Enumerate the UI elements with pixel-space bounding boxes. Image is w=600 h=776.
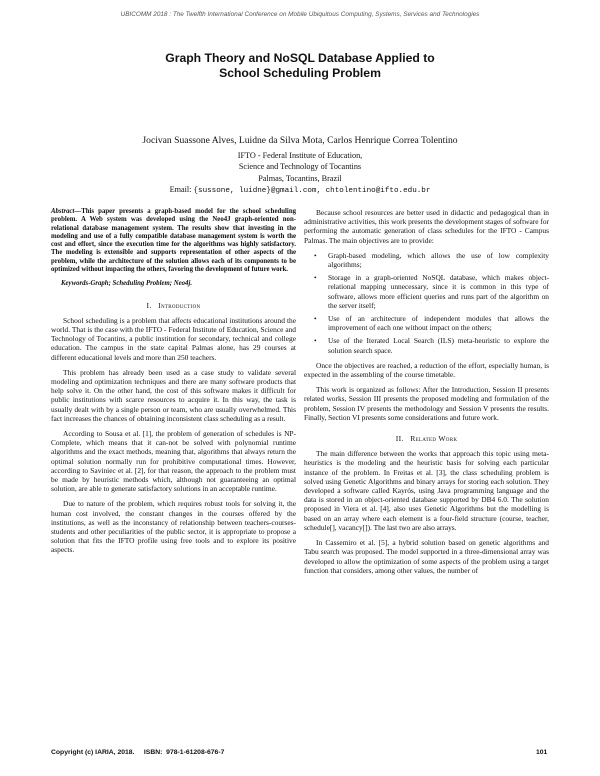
section-number: I. [146,300,152,310]
left-column [51,208,296,561]
intro-paragraph: Once the objectives are reached, a reduction of the effort, especially human, is expected in the assembling of the course timetable. [304,360,549,380]
page-number: 101 [536,749,548,756]
affiliation-line: Palmas, Tocantins, Brazil [258,173,342,183]
section-title: Introduction [158,300,201,310]
copyright-footer: Copyright (c) IARIA, 2018. ISBN: 978-1-61208-676-7 [51,749,225,756]
authors: Jocivan Suassone Alves, Luidne da Silva Mota, Carlos Henrique Correa Tolentino [142,135,458,146]
intro-paragraph: Due to nature of the problem, which requires robust tools for solving it, the human cost involved, the constant changes in the courses offered by the institutions, as well as the inconstancy of relationship between teachers-courses-students and other peculiarities of the public sector, it is appropriate to propose a solution that fits the IFTO profile using free tools and to explore its positive aspects. [51,499,296,555]
title-line: School Scheduling Problem [219,66,381,80]
objective-text: Use of an architecture of independent modules that allows the improvement of each one without impact on the others; [328,314,549,333]
list-item [304,251,549,269]
intro-paragraph: According to Sousa et al. [1], the problem of generation of schedules is NP-Complete, which means that it can-not be solved with polynomial runtime algorithms and the exact methods, meaning that, algorithms that always return the optimal solution normally run for prohibitive computational times. However, according to Saviniec et al. [2], for that reason, the approach to the problem must be made by heuristic methods which, although not guaranteeing an optimal solution, are able to generate satisfactory solutions in an acceptable runtime. [51,429,296,494]
bullet-icon: • [314,336,317,346]
section-title: Related Work [410,434,458,444]
keywords: Keywords-Graph; Scheduling Problem; Neo4j. [61,280,193,288]
intro-paragraph: This problem has already been used as a case study to validate several modeling and optimization techniques and there are many software products that help solve it. On the other hand, the cost of this software makes it difficult for public institutions with scarce resources to acquire it. In this way, the task is usually dealt with by a single person or team, who are usually overwhelmed. This fact increases the chances of obtaining inconsistent class scheduling as a result. [51,367,296,423]
bullet-icon: • [314,314,317,324]
email-line [0,184,600,197]
related-paragraph: In Cassemiro et al. [5], a hybrid solution based on genetic algorithms and Tabu search was proposed. The model supported in a three-dimensional array was developed to allow the optimization of some aspects of the problem using a target function that considers, among other values, the number of [304,538,549,575]
affiliation [0,150,600,198]
bullet-icon: • [314,250,317,260]
intro-paragraph: This work is organized as follows: After the Introduction, Session II presents related works, Session III presents the proposed modeling and formulation of the problem, Session IV presents the methodology and Session V presents the results. Finally, Section VI presents some considerations and future work. [304,385,549,422]
email-label: Email: [169,185,192,195]
objective-text: Storage in a graph-oriented NoSQL database, which makes object-relational mapping unnecessary, since it is common in this type of software, allows more efficient queries and runs part of the algorithm on the server itself; [328,273,549,310]
abstract-text: —This paper presents a graph-based model for the school scheduling problem. A Web system was developed using the Neo4J graph-oriented non-relational database management system. The results show that investing in the modeling and use of a fully compatible database management system is worth the cost and effort, since the execution time for the algorithms was highly satisfactory. The modeling is extensible and supports representation of other aspects of the problem, while the architecture of the solution allows each of its components to be optimized without impacting the others, favoring the development of future work. [51,208,296,274]
intro-paragraph: Because school resources are better used in didactic and pedagogical than in administrative activities, this work presents the development stages of software for performing the automatic generation of class schedules for the IFTO - Campus Palmas. The main objectives are to provide: [304,208,549,245]
bullet-icon: • [314,273,317,283]
abstract-label: Abstract [51,208,75,215]
intro-paragraph: School scheduling is a problem that affects educational institutions around the world. That is the case with the IFTO - Federal Institute of Education, Science and Technology of Tocantins, a public institution for secondary, technical and college education. The campus in the state capital Palmas alone, has 29 courses at different educational levels and more than 250 teachers. [51,315,296,362]
list-item [304,336,549,354]
email-addresses: {sussone, luidne}@gmail.com, chtolentino@ifto.edu.br [193,187,431,196]
objectives-list [304,251,549,355]
section-number: II. [395,434,404,444]
objective-text: Use of the Iterated Local Search (ILS) meta-heuristic to explore the solution search space. [328,336,549,355]
section-heading-related-work [304,434,549,443]
right-column [304,208,549,581]
list-item [304,273,549,310]
abstract [51,208,296,274]
affiliation-line: Science and Technology of Tocantins [238,162,362,172]
affiliation-line: IFTO - Federal Institute of Education, [237,151,363,160]
paper-title [0,51,600,81]
related-paragraph: The main difference between the works that approach this topic using meta-heuristics is the modeling and the heuristic basis for solving each particular instance of the problem. In Freitas et al. [3], the class scheduling problem is solved using Genetic Algorithms and binary arrays for storing each solution. They developed a software called Kayrós, using Java programming language and the data is stored in an object-oriented database supported by DB4 6.0. The solution proposed in Viera et al. [4], also uses Genetic Algorithms but the modelling is based on an array where each element is a four-field structure (course, teacher, schedule[], vacancy[]). The last two are also arrays. [304,449,549,532]
title-line: Graph Theory and NoSQL Database Applied to [165,51,435,65]
list-item [304,314,549,332]
objective-text: Graph-based modeling, which allows the use of low complexity algorithms; [328,250,549,270]
section-heading-introduction [51,301,296,310]
conference-header: UBICOMM 2018 : The Twelfth International Conference on Mobile Ubiquitous Computing, Systems, Services and Technologies [120,11,480,18]
